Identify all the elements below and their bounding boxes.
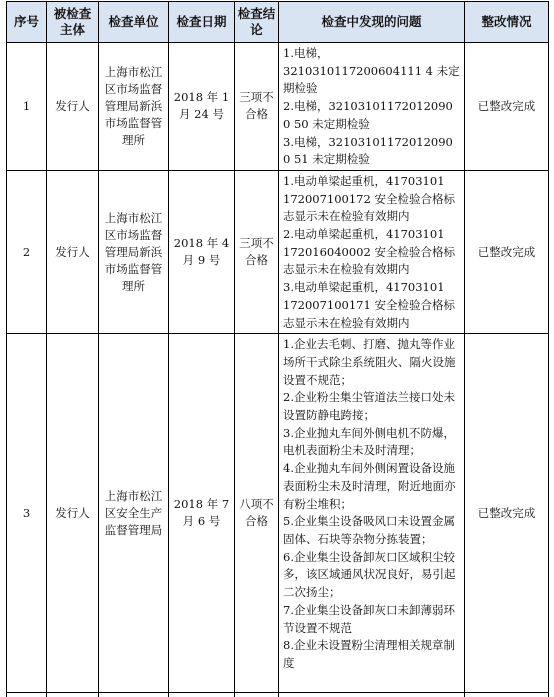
header-subject: 被检查主体 (47, 2, 99, 43)
cell-conclusion: 三项不合格 (235, 43, 279, 171)
cell-issues (279, 334, 465, 693)
cell-empty (47, 693, 99, 697)
cell-no: 1 (7, 43, 47, 171)
table-row (7, 170, 549, 333)
issue-item: 1.企业去毛刺、打磨、抛丸等作业场所干式除尘系统阻火、隔火设施设置不规范； (283, 337, 456, 387)
cell-unit: 上海市松江区市场监督管理局新浜市场监督管理所 (99, 170, 169, 333)
cell-date: 2018 年 4 月 9 号 (169, 170, 235, 333)
issue-item: 2.企业粉尘集尘管道法兰接口处未设置防静电跨接； (283, 390, 455, 423)
cell-issues (279, 43, 465, 171)
cell-conclusion: 八项不合格 (235, 334, 279, 693)
cell-date: 2018 年 7 月 6 号 (169, 334, 235, 693)
issue-item: 1.电动单梁起重机，41703101 172007100172 安全检验合格标志显示未在检验有效期内 (283, 173, 455, 224)
cell-empty (279, 693, 465, 697)
cell-empty (7, 693, 47, 697)
cell-no: 2 (7, 170, 47, 333)
header-row (7, 2, 549, 43)
header-date: 检查日期 (169, 2, 235, 43)
cell-conclusion: 三项不合格 (235, 170, 279, 333)
header-conclusion: 检查结论 (235, 2, 279, 43)
issue-item: 3.企业抛丸车间外侧电机不防爆，电机表面粉尘未及时清理； (283, 425, 455, 458)
issue-item: 4.企业抛丸车间外侧闲置设备设施表面粉尘未及时清理，附近地面亦有粉尘堆积； (283, 461, 456, 511)
cell-empty (465, 693, 549, 697)
cell-status: 已整改完成 (465, 170, 549, 333)
table-row (7, 334, 549, 693)
issue-item: 2.电动单梁起重机，41703101 172016040002 安全检验合格标志显示未在检验有效期内 (283, 227, 455, 277)
issue-item: 7.企业集尘设备卸灰口未卸薄弱环节设置不规范 (283, 602, 455, 635)
cell-unit: 上海市松江区安全生产监督管理局 (99, 334, 169, 693)
issue-item: 5.企业集尘设备吸风口未设置金属固体、石块等杂物分拣装置； (283, 514, 455, 546)
cell-empty (235, 693, 279, 697)
issue-item: 2.电梯，32103101172012090 0 50 未定期检验 (283, 99, 453, 131)
header-status: 整改情况 (465, 2, 549, 43)
issue-item: 3.电动单梁起重机，41703101 172007100171 安全检验合格标志显示未在检验有效期内 (283, 280, 455, 330)
cell-no: 3 (7, 334, 47, 693)
cell-status: 已整改完成 (465, 43, 549, 171)
inspection-table (6, 1, 549, 697)
cell-subject: 发行人 (47, 170, 99, 333)
header-issues: 检查中发现的问题 (279, 2, 465, 43)
issue-item: 1.电梯，3210310117200604111 4 未定期检验 (283, 46, 460, 96)
table-row (7, 43, 549, 171)
header-no: 序号 (7, 2, 47, 43)
issue-item: 8.企业未设置粉尘清理相关规章制度 (283, 638, 455, 670)
header-unit: 检查单位 (99, 2, 169, 43)
cell-empty (169, 693, 235, 697)
cell-date: 2018 年 1 月 24 号 (169, 43, 235, 171)
cell-empty (99, 693, 169, 697)
issue-item: 6.企业集尘设备卸灰口区域积尘较多，该区域通风状况良好，易引起二次扬尘； (283, 549, 456, 600)
cell-status: 已整改完成 (465, 334, 549, 693)
cell-issues (279, 170, 465, 333)
cell-subject: 发行人 (47, 43, 99, 171)
cell-subject: 发行人 (47, 334, 99, 693)
issue-item: 3.电梯，32103101172012090 0 51 未定期检验 (283, 134, 453, 167)
cell-unit: 上海市松江区市场监督管理局新浜市场监督管理所 (99, 43, 169, 171)
table-row-continued (7, 693, 549, 697)
